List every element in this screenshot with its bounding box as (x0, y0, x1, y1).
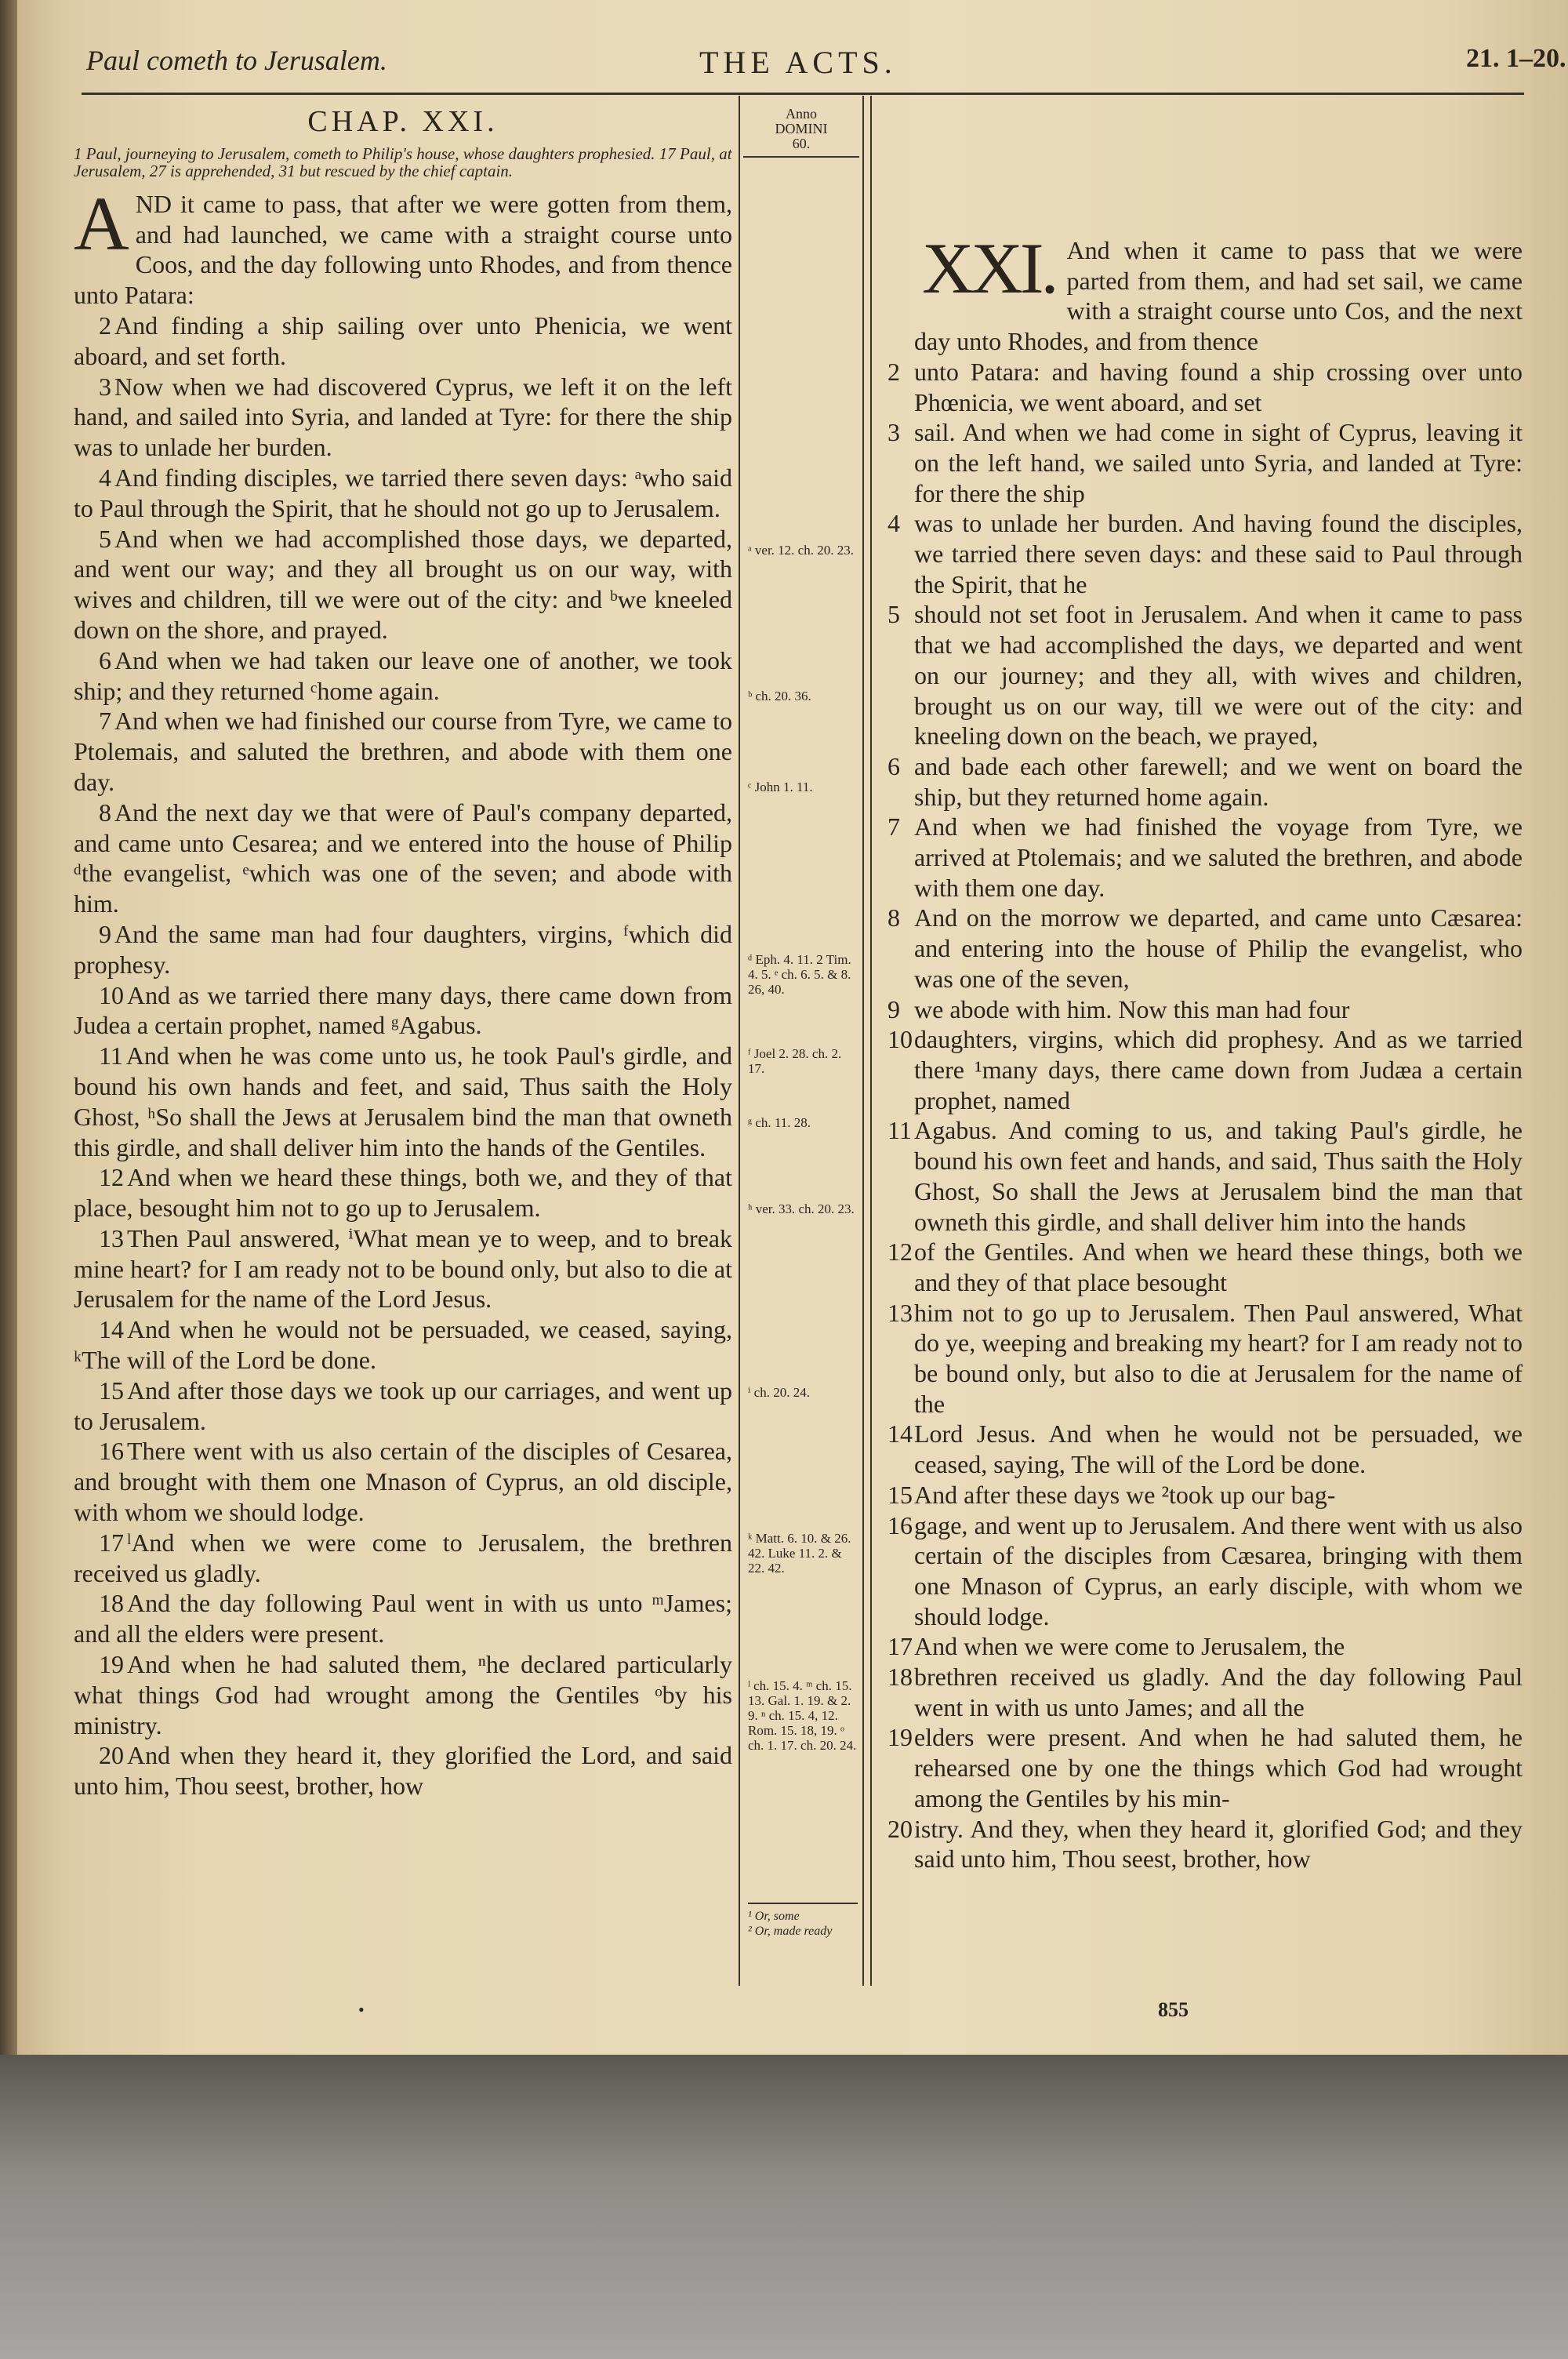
verse-1: AND it came to pass, that after we were gotten from them, and had launched, we came with a straight course unto Coos, and the day following unto Rhodes, and from thence unto Patara: (74, 181, 732, 310)
revised-version-column (887, 228, 1523, 1874)
verse-3: 3 Now when we had discovered Cyprus, we left it on the left hand, and sailed into Syria, and landed at Tyre: for there the ship was to unlade her burden. (74, 372, 732, 462)
rv-verse-15: 15 And after these days we ²took up our bag- (887, 1480, 1336, 1509)
verse-2: 2 And finding a ship sailing over unto Phenicia, we went aboard, and set forth. (74, 311, 732, 370)
margin-ref: ʰ ver. 33. ch. 20. 23. (748, 1201, 855, 1216)
rv-verse-4: 4 was to unlade her burden. And having found the disciples, we tarried there seven days: and these said to Paul through the Spirit, that he (887, 509, 1523, 598)
margin-ref: ˡ ch. 15. 4. ᵐ ch. 15. 13. Gal. 1. 19. & 2. 9. ⁿ ch. 15. 4, 12. Rom. 15. 18, 19. ᵒ ch. 1. 17. ch. 20. 24. (748, 1678, 857, 1753)
verse-7: 7 And when we had finished our course from Tyre, we came to Ptolemais, and saluted the brethren, and abode with them one day. (74, 707, 732, 796)
verse-17: 17 ˡAnd when we were come to Jerusalem, the brethren received us gladly. (74, 1528, 732, 1587)
rv-verse-5: 5 should not set foot in Jerusalem. And when it came to pass that we had accomplished the days, we departed and went on our journey; and they all, with wives and children, brought us on our way, till we were out of the city: and kneeling down on the beach, we prayed, (887, 600, 1523, 751)
margin-ref: ᵈ Eph. 4. 11. 2 Tim. 4. 5. ᵉ ch. 6. 5. & 8. 26, 40. (748, 952, 851, 997)
verse-16: 16 There went with us also certain of the disciples of Cesarea, and brought with them one Mnason of Cyprus, an old disciple, with whom we should lodge. (74, 1437, 732, 1527)
column-divider-right-outer (862, 96, 864, 1986)
verse-14: 14 And when he would not be persuaded, we ceased, saying, ᵏThe will of the Lord be done. (74, 1315, 732, 1375)
margin-notes: ¹ Or, some ² Or, made ready (748, 1903, 858, 1939)
rv-verse-18: 18 brethren received us gladly. And the day following Paul went in with us unto James; and all the (887, 1663, 1523, 1721)
table-surface (0, 2055, 1568, 2359)
chapter-reference: 21. 1–20. (1466, 44, 1566, 73)
header-rule (82, 93, 1524, 95)
rv-verse-9: 9 we abode with him. Now this man had four (887, 994, 1350, 1023)
running-title: Paul cometh to Jerusalem. (86, 45, 387, 76)
book-spine (0, 0, 17, 2055)
column-divider-left (739, 96, 740, 1986)
chapter-heading: CHAP. XXI. (307, 105, 499, 138)
rv-verse-10: 10 daughters, virgins, which did prophesy. And as we tarried there ¹many days, there came down from Judæa a certain prophet, named (887, 1025, 1523, 1114)
rv-verse-7: 7 And when we had finished the voyage from Tyre, we arrived at Ptolemais; and we saluted the brethren, and abode with them one day. (887, 812, 1523, 902)
rv-verse-16: 16 gage, and went up to Jerusalem. And there went with us also certain of the disciples from Cæsarea, bringing with them one Mnason of Cyprus, an early disciple, with whom we should lodge. (887, 1510, 1523, 1630)
margin-ref: ᵃ ver. 12. ch. 20. 23. (748, 543, 854, 558)
verse-18: 18 And the day following Paul went in with us unto ᵐJames; and all the elders were present. (74, 1589, 732, 1648)
margin-ref: ᵏ Matt. 6. 10. & 26. 42. Luke 11. 2. & 22. 42. (748, 1531, 851, 1576)
rv-verse-3: 3 sail. And when we had come in sight of Cyprus, leaving it on the left hand, we sailed unto Syria, and landed at Tyre: for there the ship (887, 418, 1523, 507)
verse-15: 15 And after those days we took up our carriages, and went up to Jerusalem. (74, 1376, 732, 1435)
verse-19: 19 And when he had saluted them, ⁿhe declared particularly what things God had wrought among the Gentiles ᵒby his ministry. (74, 1650, 732, 1739)
page-number: 855 (1158, 1998, 1189, 2021)
margin-ref: ⁱ ch. 20. 24. (748, 1385, 810, 1400)
rv-verse-12: 12 of the Gentiles. And when we heard these things, both we and they of that place besought (887, 1238, 1523, 1296)
rv-verse-8: 8 And on the morrow we departed, and came unto Cæsarea: and entering into the house of Philip the evangelist, who was one of the seven, (887, 903, 1523, 993)
verse-11: 11 And when he was come unto us, he took Paul's girdle, and bound his own hands and feet, and said, Thus saith the Holy Ghost, ʰSo shall the Jews at Jerusalem bind the man that owneth this girdle, and shall deliver him into the hands of the Gentiles. (74, 1041, 732, 1161)
rv-verse-6: 6 and bade each other farewell; and we went on board the ship, but they returned home again. (887, 751, 1523, 811)
bible-page (17, 0, 1568, 2055)
chapter-summary: 1 Paul, journeying to Jerusalem, cometh to Philip's house, whose daughters prophesied. 17 Paul, at Jerusalem, 27 is apprehended, 31 but rescued by the chief captain. (74, 144, 732, 180)
verse-4: 4 And finding disciples, we tarried there seven days: ᵃwho said to Paul through the Spirit, that he should not go up to Jerusalem. (74, 463, 732, 522)
rv-verse-11: 11 Agabus. And coming to us, and taking Paul's girdle, he bound his own feet and hands, and said, Thus saith the Holy Ghost, So shall the Jews at Jerusalem bind the man that owneth this girdle, and shall deliver him into the hands (887, 1116, 1523, 1236)
verse-20: 20 And when they heard it, they glorified the Lord, and said unto him, Thou seest, brother, how (74, 1741, 732, 1801)
verse-9: 9 And the same man had four daughters, virgins, ᶠwhich did prophesy. (74, 919, 732, 979)
rv-verse-20: 20 istry. And they, when they heard it, glorified God; and they said unto him, Thou seest, brother, how (887, 1814, 1523, 1874)
margin-ref: ᶜ John 1. 11. (748, 780, 813, 794)
rv-verse-1: XXI. And when it came to pass that we were parted from them, and had set sail, we came with a straight course unto Cos, and the next day unto Rhodes, and from thence (914, 228, 1523, 356)
verse-5: 5 And when we had accomplished those days, we departed, and went our way; and they all brought us on our way, with wives and children, till we were out of the city: and ᵇwe kneeled down on the shore, and prayed. (74, 524, 732, 644)
printer-mark: • (358, 2000, 365, 2019)
column-divider-right-inner (870, 96, 872, 1986)
verse-13: 13 Then Paul answered, ⁱWhat mean ye to weep, and to break mine heart? for I am ready not to be bound only, but also to die at Jerusalem for the name of the Lord Jesus. (74, 1223, 732, 1314)
margin-ref: ᶠ Joel 2. 28. ch. 2. 17. (748, 1046, 842, 1076)
chapter-numeral: XXI. (922, 228, 1056, 308)
verse-8: 8 And the next day we that were of Paul's company departed, and came unto Cesarea; and we entered into the house of Philip ᵈthe evangelist, ᵉwhich was one of the seven; and abode with him. (74, 798, 732, 918)
drop-cap: A (74, 181, 129, 267)
verse-10: 10 And as we tarried there many days, there came down from Judea a certain prophet, named ᵍAgabus. (74, 980, 732, 1040)
book-title: THE ACTS. (699, 45, 897, 80)
rv-verse-19: 19 elders were present. And when he had saluted them, he rehearsed one by one the things which God had wrought among the Gentiles by his min- (887, 1723, 1523, 1812)
verse-12: 12 And when we heard these things, both we, and they of that place, besought him not to go up to Jerusalem. (74, 1163, 732, 1223)
rv-verse-13: 13 him not to go up to Jerusalem. Then Paul answered, What do ye, weeping and breaking my heart? for I am ready not to be bound only, but also to die at Jerusalem for the name of the (887, 1298, 1523, 1418)
verse-6: 6 And when we had taken our leave one of another, we took ship; and they returned ᶜhome again. (74, 645, 732, 705)
authorized-version-column (74, 104, 732, 1801)
anno-domini: Anno DOMINI 60. (743, 107, 859, 158)
margin-ref: ᵇ ch. 20. 36. (748, 689, 811, 703)
margin-ref: ᵍ ch. 11. 28. (748, 1115, 811, 1130)
rv-verse-2: 2 unto Patara: and having found a ship crossing over unto Phœnicia, we went aboard, and set (887, 357, 1523, 416)
rv-verse-14: 14 Lord Jesus. And when he would not be persuaded, we ceased, saying, The will of the Lord be done. (887, 1419, 1523, 1479)
rv-verse-17: 17 And when we were come to Jerusalem, the (887, 1632, 1345, 1661)
margin-references (743, 106, 859, 1938)
